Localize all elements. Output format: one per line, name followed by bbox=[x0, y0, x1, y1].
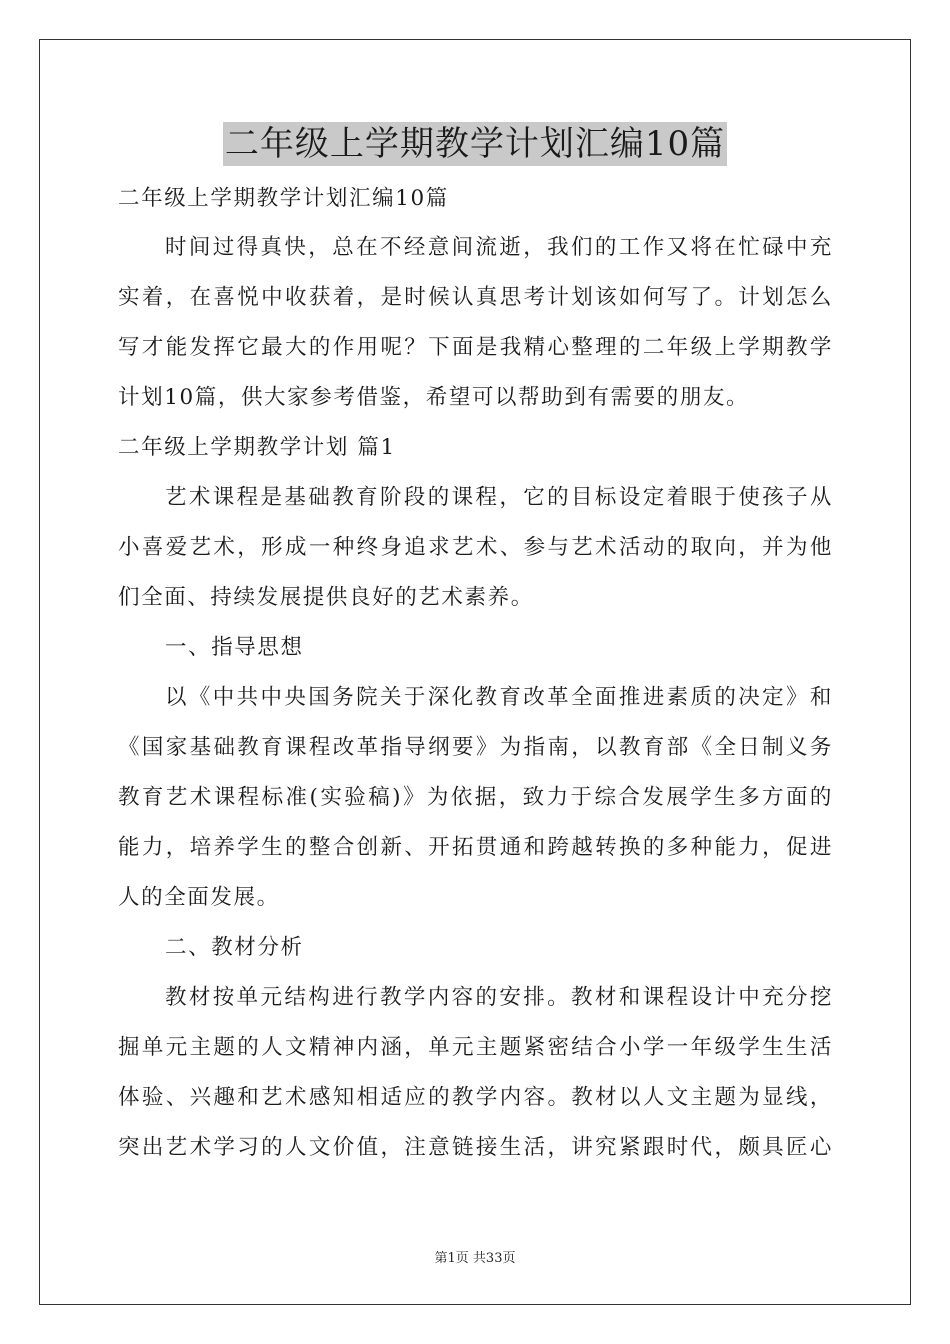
subsection-heading: 一、指导思想 bbox=[165, 635, 304, 660]
paragraph-line: 体验、兴趣和艺术感知相适应的教学内容。教材以人文主题为显线， bbox=[118, 1085, 833, 1110]
paragraph-line: 以《中共中央国务院关于深化教育改革全面推进素质的决定》和 bbox=[165, 685, 833, 710]
paragraph-line: 《国家基础教育课程改革指导纲要》为指南，以教育部《全日制义务 bbox=[118, 735, 833, 760]
paragraph-line: 能力，培养学生的整合创新、开拓贯通和跨越转换的多种能力，促进 bbox=[118, 835, 833, 860]
subtitle-line: 二年级上学期教学计划汇编10篇 bbox=[118, 186, 449, 211]
paragraph-line: 计划10篇，供大家参考借鉴，希望可以帮助到有需要的朋友。 bbox=[118, 385, 750, 410]
paragraph-line: 掘单元主题的人文精神内涵，单元主题紧密结合小学一年级学生生活 bbox=[118, 1035, 833, 1060]
page-border bbox=[39, 39, 911, 1305]
paragraph-line: 教育艺术课程标准(实验稿)》为依据，致力于综合发展学生多方面的 bbox=[118, 785, 833, 810]
paragraph-line: 们全面、持续发展提供良好的艺术素养。 bbox=[118, 585, 534, 610]
paragraph-line: 教材按单元结构进行教学内容的安排。教材和课程设计中充分挖 bbox=[165, 985, 833, 1010]
paragraph-line: 时间过得真快，总在不经意间流逝，我们的工作又将在忙碌中充 bbox=[165, 235, 833, 260]
paragraph-line: 艺术课程是基础教育阶段的课程，它的目标设定着眼于使孩子从 bbox=[165, 485, 833, 510]
paragraph-line: 突出艺术学习的人文价值，注意链接生活，讲究紧跟时代，颇具匠心 bbox=[118, 1135, 833, 1160]
section-heading: 二年级上学期教学计划 篇1 bbox=[118, 435, 396, 460]
paragraph-line: 小喜爱艺术，形成一种终身追求艺术、参与艺术活动的取向，并为他 bbox=[118, 535, 833, 560]
subsection-heading: 二、教材分析 bbox=[165, 935, 304, 960]
paragraph-line: 人的全面发展。 bbox=[118, 885, 280, 910]
paragraph-line: 写才能发挥它最大的作用呢？下面是我精心整理的二年级上学期教学 bbox=[118, 335, 833, 360]
document-title: 二年级上学期教学计划汇编10篇 bbox=[224, 124, 726, 164]
paragraph-line: 实着，在喜悦中收获着，是时候认真思考计划该如何写了。计划怎么 bbox=[118, 285, 833, 310]
title-wrap bbox=[0, 122, 950, 166]
page-footer: 第1页 共33页 bbox=[434, 1251, 516, 1266]
